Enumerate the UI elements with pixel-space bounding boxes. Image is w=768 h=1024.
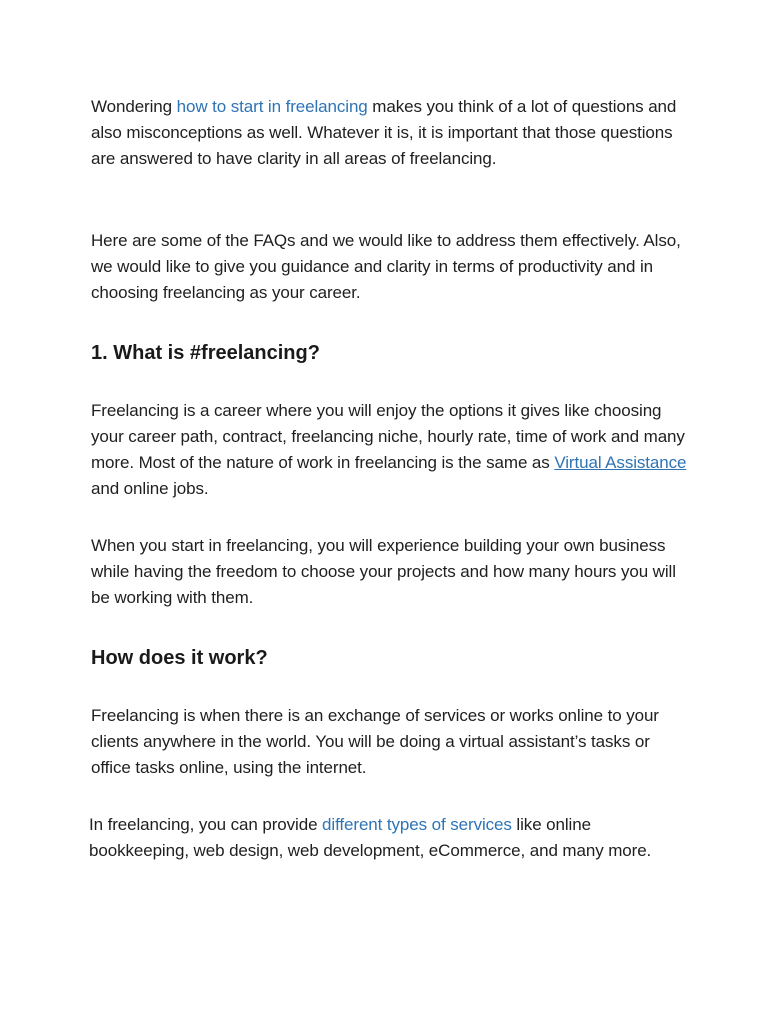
intro-text-start: Wondering <box>91 97 173 116</box>
types-of-services-link[interactable]: different types of services <box>317 815 512 834</box>
exchange-paragraph: Freelancing is when there is an exchange of services or works online to your clients anywhere in the world. You will be doing a virtual assistant’s tasks or office tasks online, using the internet. <box>91 706 659 777</box>
career-paragraph <box>91 398 691 502</box>
intro-paragraph <box>91 94 691 172</box>
section-heading-what-is-freelancing: 1. What is #freelancing? <box>91 342 320 364</box>
services-paragraph <box>89 812 691 864</box>
virtual-assistance-link[interactable]: Virtual Assistance <box>554 453 687 472</box>
career-text-end: and online jobs. <box>91 479 209 498</box>
services-text-start: In freelancing, you can provide <box>89 815 318 834</box>
section-heading-how-does-it-work: How does it work? <box>91 647 268 669</box>
business-paragraph: When you start in freelancing, you will experience building your own business while having the freedom to choose your projects and how many hours you will be working with them. <box>91 536 676 607</box>
services-text-end: like online bookkeeping, web design, web development, eCommerce, and many more. <box>89 815 652 860</box>
faq-intro-paragraph: Here are some of the FAQs and we would like to address them effectively. Also, we would like to give you guidance and clarity in terms of productivity and in choosing freelancing as your career. <box>91 231 681 302</box>
intro-text-end: makes you think of a lot of questions and also misconceptions as well. Whatever it is, it is important that those questions are answered to have clarity in all areas of freelancing. <box>91 97 677 168</box>
how-to-start-freelancing-link[interactable]: how to start in freelancing <box>172 97 368 116</box>
career-text-start: Freelancing is a career where you will enjoy the options it gives like choosing your career path, contract, freelancing niche, hourly rate, time of work and many more. Most of the nature of work in freelancing is the same as <box>91 401 685 472</box>
